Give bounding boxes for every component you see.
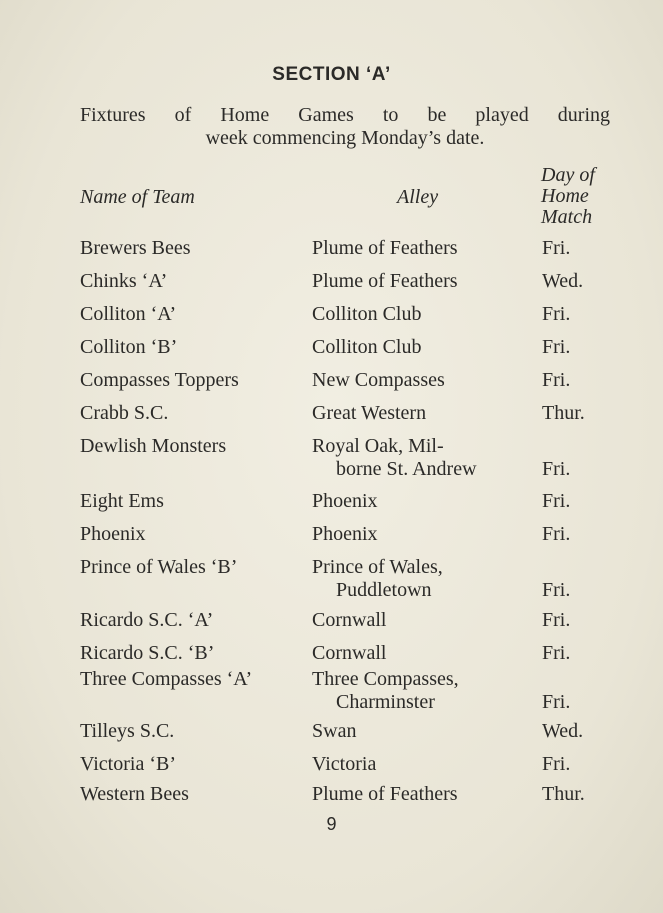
match-day: Fri.	[542, 458, 571, 480]
match-day: Fri.	[542, 753, 571, 775]
alley-name	[312, 556, 527, 602]
alley-name	[312, 237, 527, 260]
alley-name	[312, 402, 527, 425]
match-day: Fri.	[542, 579, 571, 601]
alley-line: Plume of Feathers	[312, 237, 458, 259]
intro-line-1: Fixtures of Home Games to be played during	[80, 104, 610, 126]
team-name: Brewers Bees	[80, 237, 191, 259]
alley-line: Great Western	[312, 402, 427, 424]
team-name: Three Compasses ‘A’	[80, 668, 253, 690]
match-day: Fri.	[542, 369, 571, 391]
alley-line: Three Compasses,	[312, 668, 459, 690]
alley-line: Charminster	[336, 691, 435, 713]
match-day: Fri.	[542, 237, 571, 259]
team-name: Chinks ‘A’	[80, 270, 168, 292]
alley-name	[312, 369, 527, 392]
team-name: Colliton ‘A’	[80, 303, 177, 325]
team-name: Crabb S.C.	[80, 402, 169, 424]
team-name: Prince of Wales ‘B’	[80, 556, 238, 578]
match-day: Fri.	[542, 523, 571, 545]
alley-line: Swan	[312, 720, 357, 742]
alley-line: Phoenix	[312, 490, 378, 512]
column-header-day-line-1: Day of	[541, 164, 595, 186]
match-day: Thur.	[542, 783, 585, 805]
alley-name	[312, 490, 527, 513]
match-day: Wed.	[542, 270, 584, 292]
alley-line: Prince of Wales,	[312, 556, 443, 578]
team-name: Phoenix	[80, 523, 146, 545]
intro-line-2: week commencing Monday’s date.	[205, 127, 485, 149]
team-name: Tilleys S.C.	[80, 720, 175, 742]
match-day: Fri.	[542, 609, 571, 631]
alley-name	[312, 753, 527, 776]
match-day: Fri.	[542, 642, 571, 664]
alley-name	[312, 523, 527, 546]
alley-name	[312, 720, 527, 743]
alley-line: Colliton Club	[312, 303, 422, 325]
column-header-alley: Alley	[397, 186, 439, 208]
team-name: Colliton ‘B’	[80, 336, 178, 358]
team-name: Western Bees	[80, 783, 189, 805]
column-header-team: Name of Team	[80, 186, 195, 208]
match-day: Fri.	[542, 490, 571, 512]
team-name: Ricardo S.C. ‘B’	[80, 642, 215, 664]
match-day: Fri.	[542, 691, 571, 713]
team-name: Dewlish Monsters	[80, 435, 227, 457]
match-day: Fri.	[542, 336, 571, 358]
alley-line: borne St. Andrew	[336, 458, 477, 480]
page-number: 9	[326, 814, 337, 834]
alley-name	[312, 435, 527, 481]
alley-name	[312, 270, 527, 293]
alley-name	[312, 668, 527, 714]
team-name: Victoria ‘B’	[80, 753, 176, 775]
column-header-day-line-2: Home	[541, 185, 589, 207]
alley-line: New Compasses	[312, 369, 445, 391]
alley-line: Cornwall	[312, 609, 387, 631]
alley-line: Royal Oak, Mil-	[312, 435, 444, 457]
alley-name	[312, 303, 527, 326]
alley-name	[312, 783, 527, 806]
team-name: Ricardo S.C. ‘A’	[80, 609, 214, 631]
alley-line: Phoenix	[312, 523, 378, 545]
match-day: Wed.	[542, 720, 584, 742]
alley-name	[312, 336, 527, 359]
alley-name	[312, 642, 527, 665]
match-day: Thur.	[542, 402, 585, 424]
section-heading: SECTION ‘A’	[272, 64, 391, 85]
alley-line: Colliton Club	[312, 336, 422, 358]
column-header-day-line-3: Match	[541, 206, 593, 228]
alley-line: Plume of Feathers	[312, 783, 458, 805]
team-name: Compasses Toppers	[80, 369, 239, 391]
match-day: Fri.	[542, 303, 571, 325]
alley-name	[312, 609, 527, 632]
alley-line: Cornwall	[312, 642, 387, 664]
alley-line: Plume of Feathers	[312, 270, 458, 292]
alley-line: Victoria	[312, 753, 377, 775]
alley-line: Puddletown	[336, 579, 432, 601]
team-name: Eight Ems	[80, 490, 164, 512]
